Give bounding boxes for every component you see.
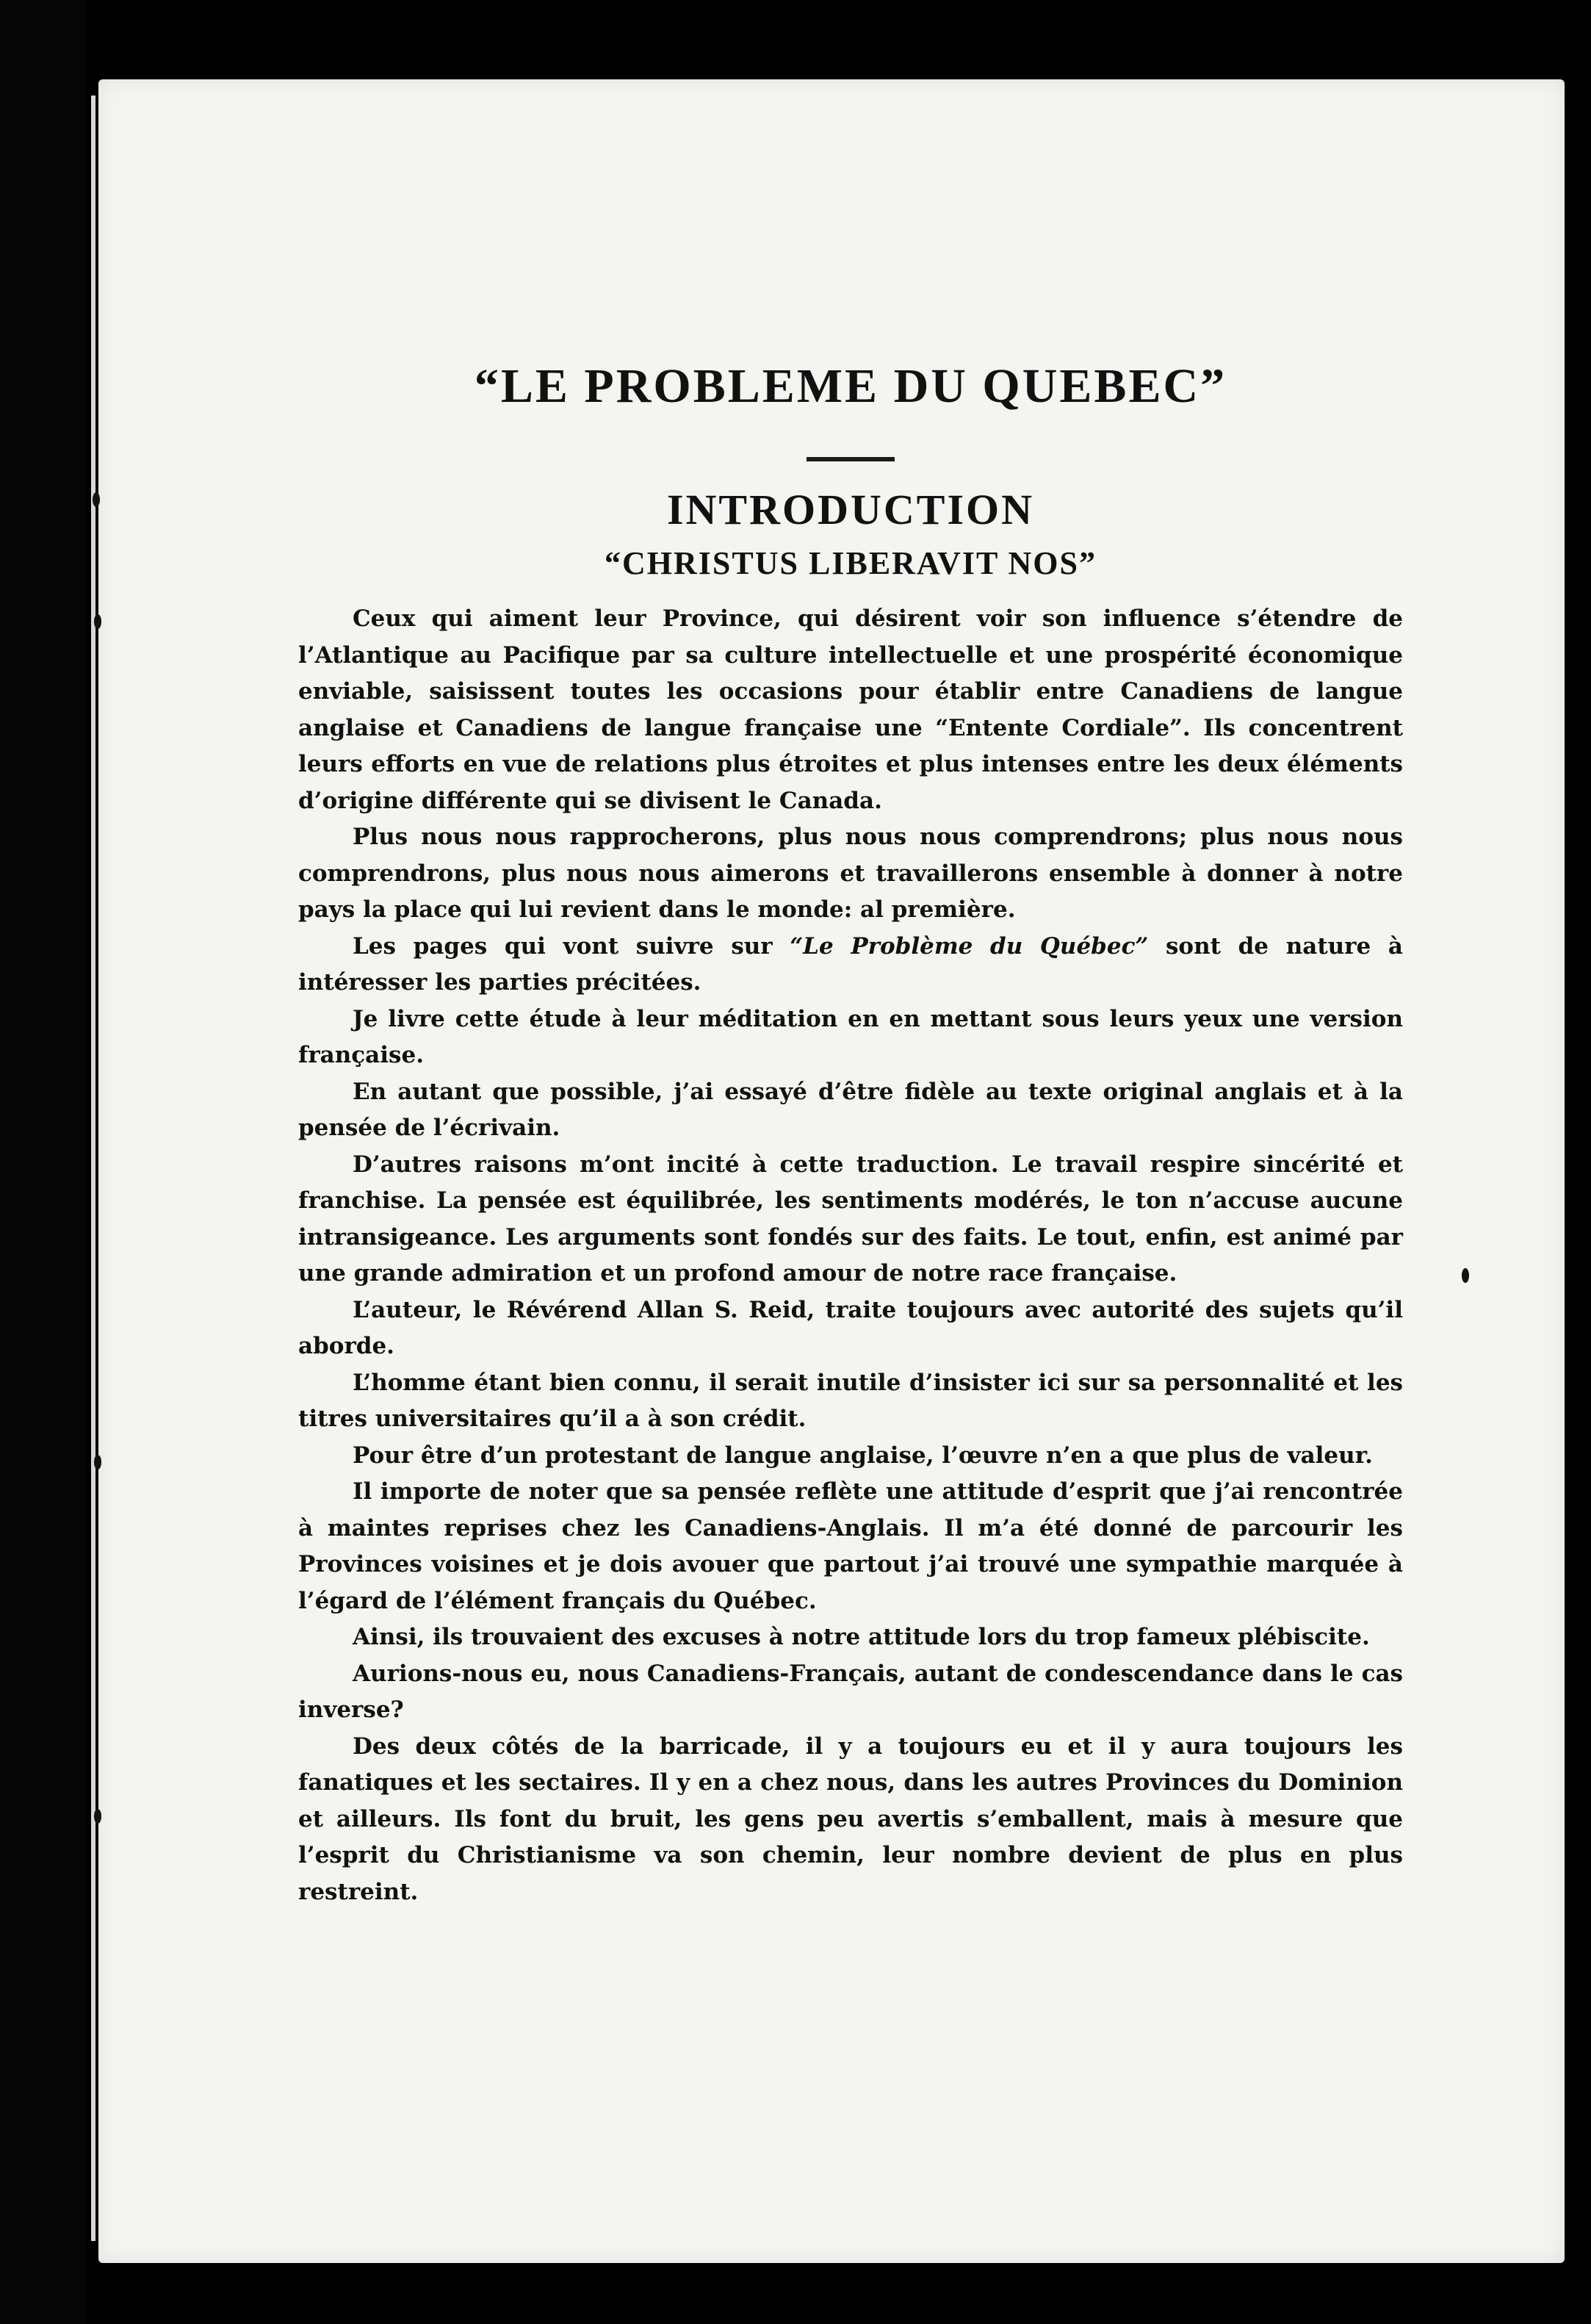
paragraph: Je livre cette étude à leur méditation en en mettant sous leurs yeux une version française. (298, 1005, 1403, 1068)
scan-left-edge (0, 0, 87, 2324)
paragraph: Plus nous nous rapprocherons, plus nous nous comprendrons; plus nous nous comprendrons, plus nous nous aimerons et travaillerons ensemble à donner à notre pays la place qui lui revient dans le monde: al première. (298, 824, 1403, 923)
paragraph-text: sont de nature à intéresser les parties précitées. (298, 932, 1403, 996)
body-text (298, 601, 1403, 1910)
document-page (98, 79, 1565, 2263)
paragraph: Des deux côtés de la barricade, il y a toujours eu et il y aura toujours les fanatiques et les sectaires. Il y en a chez nous, dans les autres Provinces du Dominion et ailleurs. Ils font du bruit, les gens peu avertis s’emballent, mais à mesure que l’esprit du Christianisme va son chemin, leur nombre devient de plus en plus restreint. (298, 1733, 1403, 1905)
paragraph: Aurions-nous eu, nous Canadiens-Français, autant de condescendance dans le cas inverse? (298, 1660, 1403, 1723)
margin-punch-mark (94, 1809, 101, 1824)
paragraph: L’homme étant bien connu, il serait inutile d’insister ici sur sa personnalité et les titres universitaires qu’il a à son crédit. (298, 1369, 1403, 1432)
paragraph: Il importe de noter que sa pensée reflète une attitude d’esprit que j’ai rencontrée à maintes reprises chez les Canadiens-Anglais. Il m’a été donné de parcourir les Provinces voisines et je dois avouer que partout j’ai trouvé une sympathie marquée à l’égard de l’élément français du Québec. (298, 1478, 1403, 1614)
paragraph: Pour être d’un protestant de langue anglaise, l’œuvre n’en a que plus de valeur. (353, 1442, 1373, 1469)
section-subheading: “CHRISTUS LIBERAVIT NOS” (605, 545, 1097, 581)
page-title: “LE PROBLEME DU QUEBEC” (474, 359, 1227, 413)
margin-punch-mark (1462, 1268, 1469, 1283)
paragraph: Ceux qui aiment leur Province, qui désirent voir son influence s’étendre de l’Atlantique au Pacifique par sa culture intellectuelle et une prospérité économique enviable, saisissent toutes les occasions pour établir entre Canadiens de langue anglaise et Canadiens de langue française une “Entente Cordiale”. Ils concentrent leurs efforts en vue de relations plus étroites et plus intenses entre les deux éléments d’origine différente qui se divisent le Canada. (298, 605, 1403, 814)
margin-punch-mark (94, 614, 101, 629)
book-title: “Le Problème du Québec” (790, 932, 1149, 960)
paragraph: En autant que possible, j’ai essayé d’être fidèle au texte original anglais et à la pensée de l’écrivain. (298, 1078, 1403, 1141)
page-content (298, 285, 1403, 1910)
margin-punch-mark (94, 1455, 101, 1469)
title-divider (807, 457, 895, 461)
paragraph: L’auteur, le Révérend Allan S. Reid, traite toujours avec autorité des sujets qu’il aborde. (298, 1296, 1403, 1359)
paragraph (298, 929, 1403, 1001)
paragraph-text: Les pages qui vont suivre sur (353, 932, 790, 960)
section-heading: INTRODUCTION (666, 486, 1035, 533)
margin-punch-mark (93, 492, 100, 507)
paragraph: D’autres raisons m’ont incité à cette traduction. Le travail respire sincérité et franchise. La pensée est équilibrée, les sentiments modérés, le ton n’accuse aucune intransigeance. Les arguments sont fondés sur des faits. Le tout, enfin, est animé par une grande admiration et un profond amour de notre race française. (298, 1151, 1403, 1287)
paragraph: Ainsi, ils trouvaient des excuses à notre attitude lors du trop fameux plébiscite. (353, 1624, 1370, 1650)
adjacent-page-edge (91, 96, 95, 2241)
